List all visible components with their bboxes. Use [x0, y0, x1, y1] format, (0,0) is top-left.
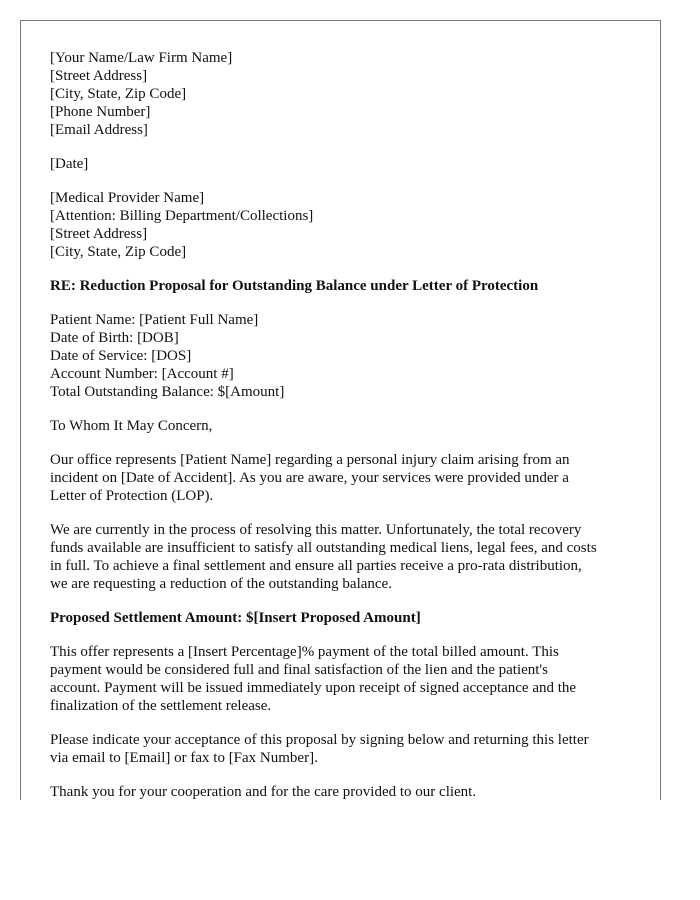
salutation	[50, 417, 635, 435]
body-line: Letter of Protection (LOP).	[50, 488, 214, 504]
body-paragraph-3	[50, 643, 635, 715]
body-line: We are currently in the process of resolving this matter. Unfortunately, the total recovery	[50, 522, 582, 538]
patient-name: Patient Name: [Patient Full Name]	[50, 312, 259, 328]
recipient-attention: [Attention: Billing Department/Collections]	[50, 208, 314, 224]
body-line: payment would be considered full and final satisfaction of the lien and the patient's	[50, 662, 548, 678]
letter-page	[20, 20, 661, 800]
body-paragraph-5	[50, 783, 635, 800]
letter-content	[50, 49, 635, 800]
body-line: account. Payment will be issued immediately upon receipt of signed acceptance and the	[50, 680, 577, 696]
body-line: in full. To achieve a final settlement and ensure all parties receive a pro-rata distribution,	[50, 558, 582, 574]
patient-balance: Total Outstanding Balance: $[Amount]	[50, 384, 285, 400]
sender-phone: [Phone Number]	[50, 104, 151, 120]
sender-street: [Street Address]	[50, 68, 148, 84]
body-paragraph-4	[50, 731, 635, 767]
recipient-name: [Medical Provider Name]	[50, 190, 205, 206]
date-block	[50, 155, 635, 173]
body-paragraph-1	[50, 451, 635, 505]
body-line: This offer represents a [Insert Percentage]% payment of the total billed amount. This	[50, 644, 559, 660]
subject-line	[50, 277, 635, 295]
patient-dob: Date of Birth: [DOB]	[50, 330, 179, 346]
body-line: incident on [Date of Accident]. As you are aware, your services were provided under a	[50, 470, 569, 486]
recipient-city: [City, State, Zip Code]	[50, 244, 187, 260]
sender-city: [City, State, Zip Code]	[50, 86, 187, 102]
letter-date: [Date]	[50, 156, 89, 172]
body-line: Our office represents [Patient Name] regarding a personal injury claim arising from an	[50, 452, 570, 468]
sender-email: [Email Address]	[50, 122, 148, 138]
salutation-text: To Whom It May Concern,	[50, 418, 213, 434]
sender-name: [Your Name/Law Firm Name]	[50, 50, 233, 66]
body-line: finalization of the settlement release.	[50, 698, 272, 714]
patient-info-block	[50, 311, 635, 401]
sender-block	[50, 49, 635, 139]
patient-dos: Date of Service: [DOS]	[50, 348, 192, 364]
body-line: we are requesting a reduction of the outstanding balance.	[50, 576, 392, 592]
body-line: funds available are insufficient to satisfy all outstanding medical liens, legal fees, and costs	[50, 540, 597, 556]
subject-text: RE: Reduction Proposal for Outstanding Balance under Letter of Protection	[50, 278, 539, 294]
proposed-amount-text: Proposed Settlement Amount: $[Insert Proposed Amount]	[50, 610, 421, 626]
body-line: Please indicate your acceptance of this proposal by signing below and returning this letter	[50, 732, 589, 748]
body-paragraph-2	[50, 521, 635, 593]
proposed-amount	[50, 609, 635, 627]
body-line: via email to [Email] or fax to [Fax Number].	[50, 750, 318, 766]
recipient-block	[50, 189, 635, 261]
body-line: Thank you for your cooperation and for the care provided to our client.	[50, 784, 477, 800]
recipient-street: [Street Address]	[50, 226, 148, 242]
patient-account: Account Number: [Account #]	[50, 366, 234, 382]
